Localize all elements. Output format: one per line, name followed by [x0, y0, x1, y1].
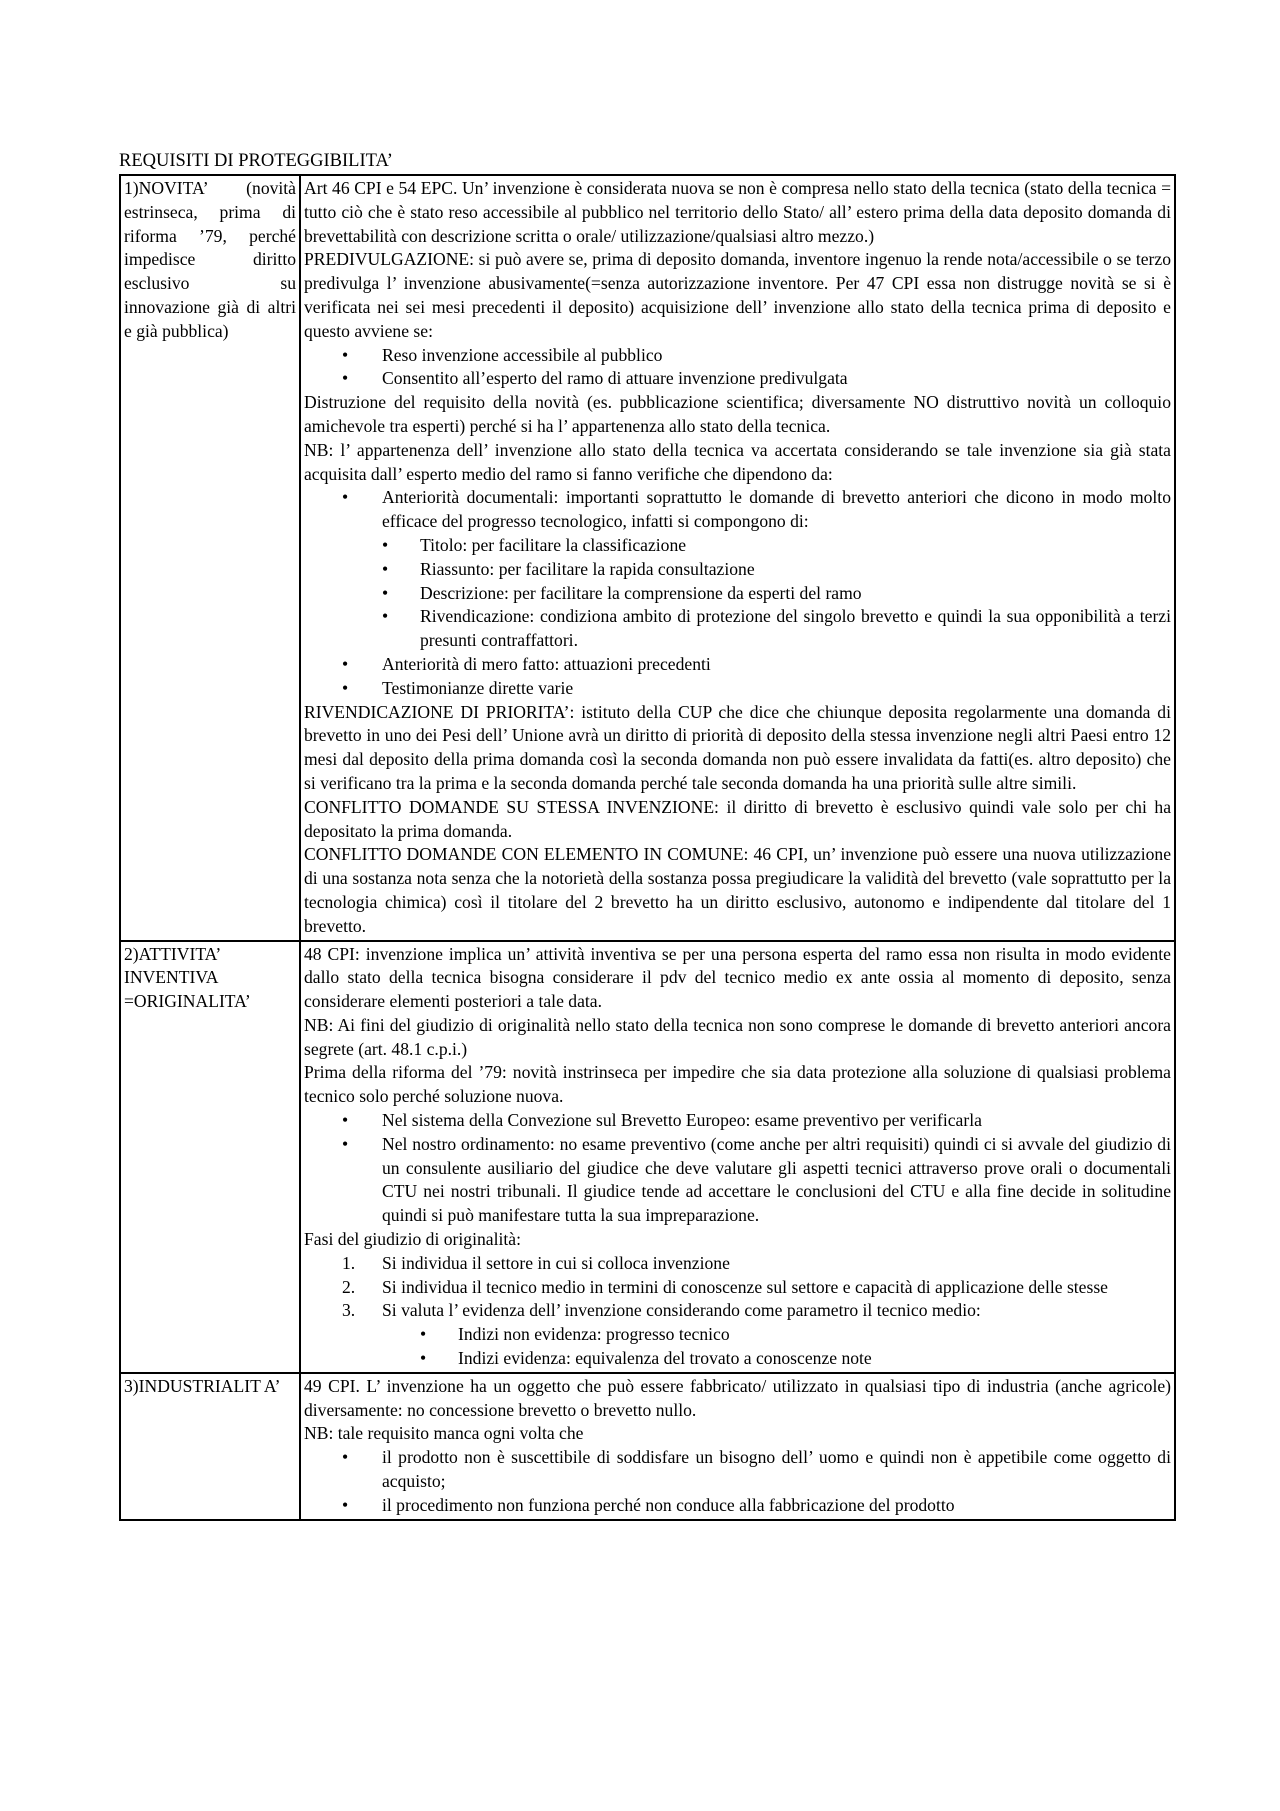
list-item: • il prodotto non è suscettibile di soddisfare un bisogno dell’ uomo e quindi non è appetibile come oggetto di acquisto; — [304, 1446, 1171, 1494]
list-number: 1. — [342, 1252, 356, 1273]
list-item: • Nel sistema della Convezione sul Brevetto Europeo: esame preventivo per verificarla — [304, 1109, 1171, 1133]
row-content — [300, 1373, 1175, 1520]
list-item — [304, 1299, 1171, 1323]
bullet-list — [304, 344, 1171, 392]
list-item: • Testimonianze dirette varie — [304, 677, 1171, 701]
table-row — [120, 175, 1175, 941]
table-row — [120, 941, 1175, 1373]
list-item: • Indizi non evidenza: progresso tecnico — [304, 1323, 1171, 1347]
list-item: • Indizi evidenza: equivalenza del trovato a conoscenze note — [304, 1347, 1171, 1371]
paragraph: Prima della riforma del ’79: novità instrinseca per impedire che sia data protezione alla soluzione di qualsiasi problema tecnico solo perché soluzione nuova. — [304, 1062, 1171, 1107]
list-item — [304, 1252, 1171, 1276]
paragraph: PREDIVULGAZIONE: si può avere se, prima di deposito domanda, inventore ingenuo la rende nota/accessibile o se terzo predivulga l’ invenzione abusivamente(=senza autorizzazione inventore. Per 47 CPI essa non distrugge novità se si è verificata nei sei mesi precedenti il deposito) acquisizione dell’ invenzione allo stato della tecnica prima di deposito e questo avviene se: — [304, 249, 1171, 341]
sub-bullet-list — [304, 534, 1171, 653]
list-number: 3. — [342, 1300, 356, 1321]
paragraph: 49 CPI. L’ invenzione ha un oggetto che può essere fabbricato/ utilizzato in qualsiasi tipo di industria (anche agricole) diversamente: no concessione brevetto o brevetto nullo. — [304, 1375, 1171, 1420]
row-label: 1)NOVITA’ (novità estrinseca, prima di riforma ’79, perché impedisce diritto esclusivo su innovazione già di altri e già pubblica) — [120, 175, 300, 941]
row-label: 2)ATTIVITA’ INVENTIVA =ORIGINALITA’ — [120, 941, 300, 1373]
list-item: • Anteriorità di mero fatto: attuazioni precedenti — [304, 653, 1171, 677]
table-row — [120, 1373, 1175, 1520]
list-item: • Descrizione: per facilitare la comprensione da esperti del ramo — [304, 582, 1171, 606]
list-item: • Reso invenzione accessibile al pubblico — [304, 344, 1171, 368]
paragraph: Distruzione del requisito della novità (es. pubblicazione scientifica; diversamente NO distruttivo novità un colloquio amichevole tra esperti) perché si ha l’ appartenenza allo stato della tecnica. — [304, 392, 1171, 436]
list-item — [304, 1276, 1171, 1300]
paragraph: 48 CPI: invenzione implica un’ attività inventiva se per una persona esperta del ramo essa non risulta in modo evidente dallo stato della tecnica bisogna considerare il pdv del tecnico medio ex ante ossia al momento di deposito, senza considerare elementi posteriori a tale data. — [304, 943, 1171, 1012]
numbered-list — [304, 1252, 1171, 1323]
row-label: 3)INDUSTRIALIT A’ — [120, 1373, 300, 1520]
list-item: • il procedimento non funziona perché non conduce alla fabbricazione del prodotto — [304, 1494, 1171, 1518]
row-content — [300, 175, 1175, 941]
document-page — [119, 150, 1176, 1521]
paragraph: Art 46 CPI e 54 EPC. Un’ invenzione è considerata nuova se non è compresa nello stato della tecnica (stato della tecnica = tutto ciò che è stato reso accessibile al pubblico nel territorio dello Stato/ all’ estero prima della data deposito domanda di brevettabilità con descrizione scritta o orale/ utilizzazione/qualsiasi altro mezzo.) — [304, 178, 1171, 246]
paragraph: NB: l’ appartenenza dell’ invenzione allo stato della tecnica va accertata considerando se tale invenzione sia già stata acquisita dall’ esperto medio del ramo si fanno verifiche che dipendono da: — [304, 439, 1171, 484]
paragraph: NB: Ai fini del giudizio di originalità nello stato della tecnica non sono comprese le domande di brevetto anteriori ancora segrete (art. 48.1 c.p.i.) — [304, 1014, 1171, 1059]
list-text: Si individua il tecnico medio in termini di conoscenze sul settore e capacità di applicazione delle stesse — [382, 1276, 1108, 1297]
list-item: • Consentito all’esperto del ramo di attuare invenzione predivulgata — [304, 367, 1171, 391]
list-item: • Riassunto: per facilitare la rapida consultazione — [304, 558, 1171, 582]
row-content — [300, 941, 1175, 1373]
list-item: • Titolo: per facilitare la classificazione — [304, 534, 1171, 558]
paragraph: NB: tale requisito manca ogni volta che — [304, 1423, 584, 1444]
paragraph: Fasi del giudizio di originalità: — [304, 1229, 521, 1250]
sub-bullet-list — [304, 1323, 1171, 1371]
paragraph: CONFLITTO DOMANDE CON ELEMENTO IN COMUNE: 46 CPI, un’ invenzione può essere una nuova utilizzazione di una sostanza nota senza che la notorietà della sostanza possa pregiudicare la validità del brevetto (vale soprattutto per la tecnologia chimica) così il titolare del 2 brevetto ha un diritto esclusivo, autonomo e indipendente dal titolare del 1 brevetto. — [304, 844, 1171, 936]
bullet-list — [304, 1109, 1171, 1228]
list-text: Si valuta l’ evidenza dell’ invenzione considerando come parametro il tecnico medio: — [382, 1300, 981, 1321]
requirements-table — [119, 174, 1176, 1521]
list-item: • Anteriorità documentali: importanti soprattutto le domande di brevetto anteriori che dicono in modo molto efficace del progresso tecnologico, infatti si compongono di: — [304, 486, 1171, 534]
list-item: • Nel nostro ordinamento: no esame preventivo (come anche per altri requisiti) quindi ci si avvale del giudizio di un consulente ausiliario del giudice che deve valutare gli aspetti tecnici attraverso prove orali o documentali CTU nei nostri tribunali. Il giudice tende ad accettare le conclusioni del CTU e alla fine decide in solitudine quindi si può manifestare tutta la sua impreparazione. — [304, 1133, 1171, 1228]
list-number: 2. — [342, 1276, 356, 1297]
list-item: • Rivendicazione: condiziona ambito di protezione del singolo brevetto e quindi la sua opponibilità a terzi presunti contraffattori. — [304, 605, 1171, 653]
bullet-list — [304, 653, 1171, 701]
bullet-list — [304, 486, 1171, 534]
page-title: REQUISITI DI PROTEGGIBILITA’ — [119, 151, 393, 171]
bullet-list — [304, 1446, 1171, 1517]
paragraph: CONFLITTO DOMANDE SU STESSA INVENZIONE: il diritto di brevetto è esclusivo quindi vale solo per chi ha depositato la prima domanda. — [304, 796, 1171, 841]
paragraph: RIVENDICAZIONE DI PRIORITA’: istituto della CUP che dice che chiunque deposita regolarmente una domanda di brevetto in uno dei Pesi dell’ Unione avrà un diritto di priorità di deposito della stessa invenzione negli altri Paesi entro 12 mesi dal deposito della prima domanda così la seconda domanda non può essere invalidata da fatti(es. altro deposito) che si verificano tra la prima e la seconda domanda perché tale seconda domanda ha una priorità sulle altre simili. — [304, 701, 1171, 793]
list-text: Si individua il settore in cui si colloca invenzione — [382, 1252, 730, 1273]
